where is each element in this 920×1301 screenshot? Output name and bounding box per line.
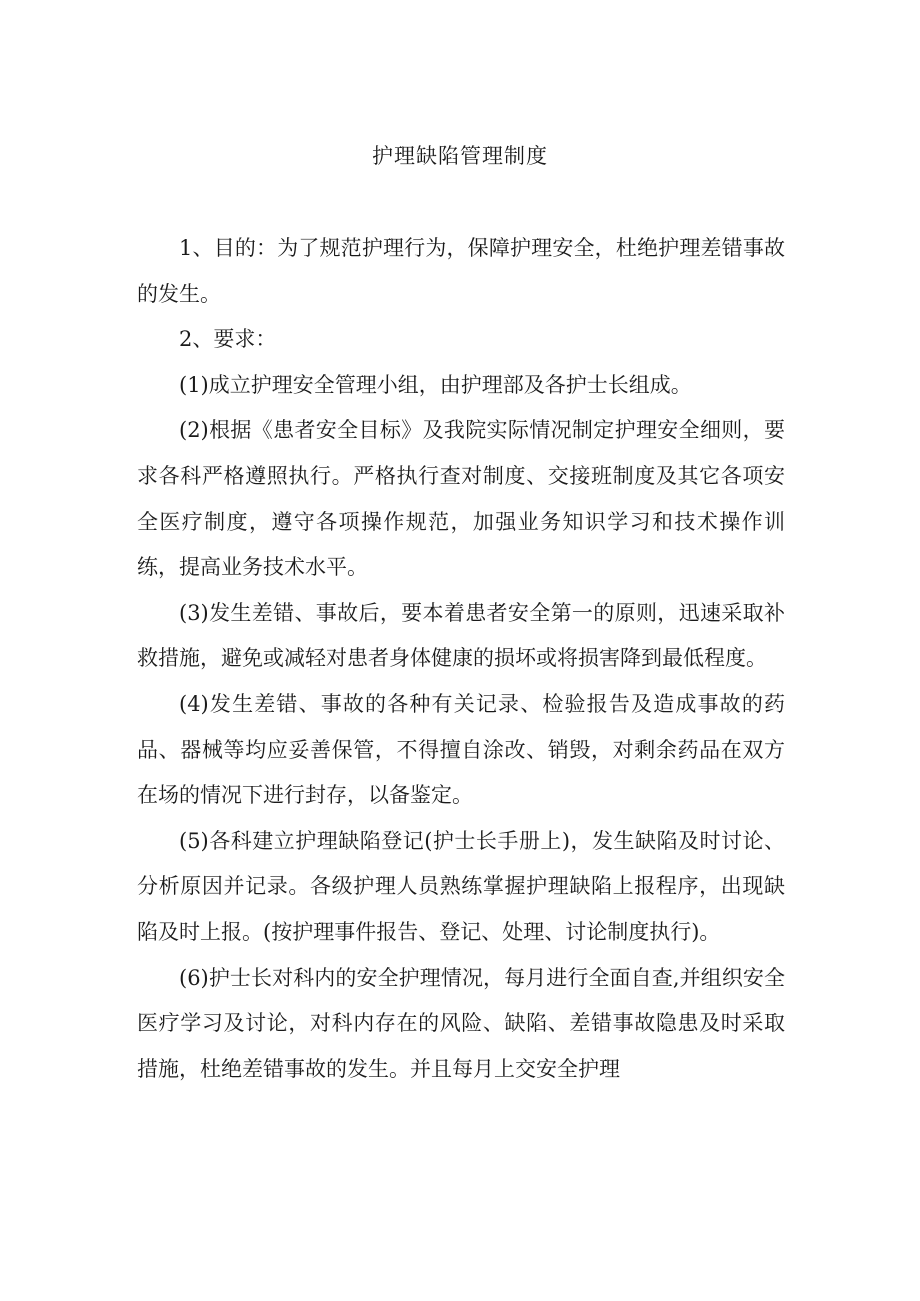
paragraph-item-4: (4)发生差错、事故的各种有关记录、检验报告及造成事故的药品、器械等均应妥善保管，不得擅自涂改、销毁，对剩余药品在双方在场的情况下进行封存，以备鉴定。 <box>137 691 785 808</box>
paragraph-item-1: (1)成立护理安全管理小组，由护理部及各护士长组成。 <box>179 372 692 397</box>
paragraph-item-5: (5)各科建立护理缺陷登记(护士长手册上)，发生缺陷及时讨论、分析原因并记录。各级护理人员熟练掌握护理缺陷上报程序，出现缺陷及时上报。(按护理事件报告、登记、处理、讨论制度执行)。 <box>137 828 785 944</box>
paragraph-item-6: (6)护士长对科内的安全护理情况，每月进行全面自查,并组织安全医疗学习及讨论，对科内存在的风险、缺陷、差错事故隐患及时采取措施，杜绝差错事故的发生。并且每月上交安全护理 <box>137 965 785 1081</box>
paragraph-requirements-heading: 2、要求： <box>179 327 277 352</box>
paragraph-purpose: 1、目的：为了规范护理行为，保障护理安全，杜绝护理差错事故的发生。 <box>137 236 785 306</box>
document-title: 护理缺陷管理制度 <box>372 144 548 168</box>
paragraph-item-2: (2)根据《患者安全目标》及我院实际情况制定护理安全细则，要求各科严格遵照执行。严格执行查对制度、交接班制度及其它各项安全医疗制度，遵守各项操作规范，加强业务知识学习和技术操作训练，提高业务技术水平。 <box>137 418 785 580</box>
paragraph-item-3: (3)发生差错、事故后，要本着患者安全第一的原则，迅速采取补救措施，避免或减轻对患者身体健康的损坏或将损害降到最低程度。 <box>137 600 785 671</box>
document-body <box>137 226 785 1092</box>
